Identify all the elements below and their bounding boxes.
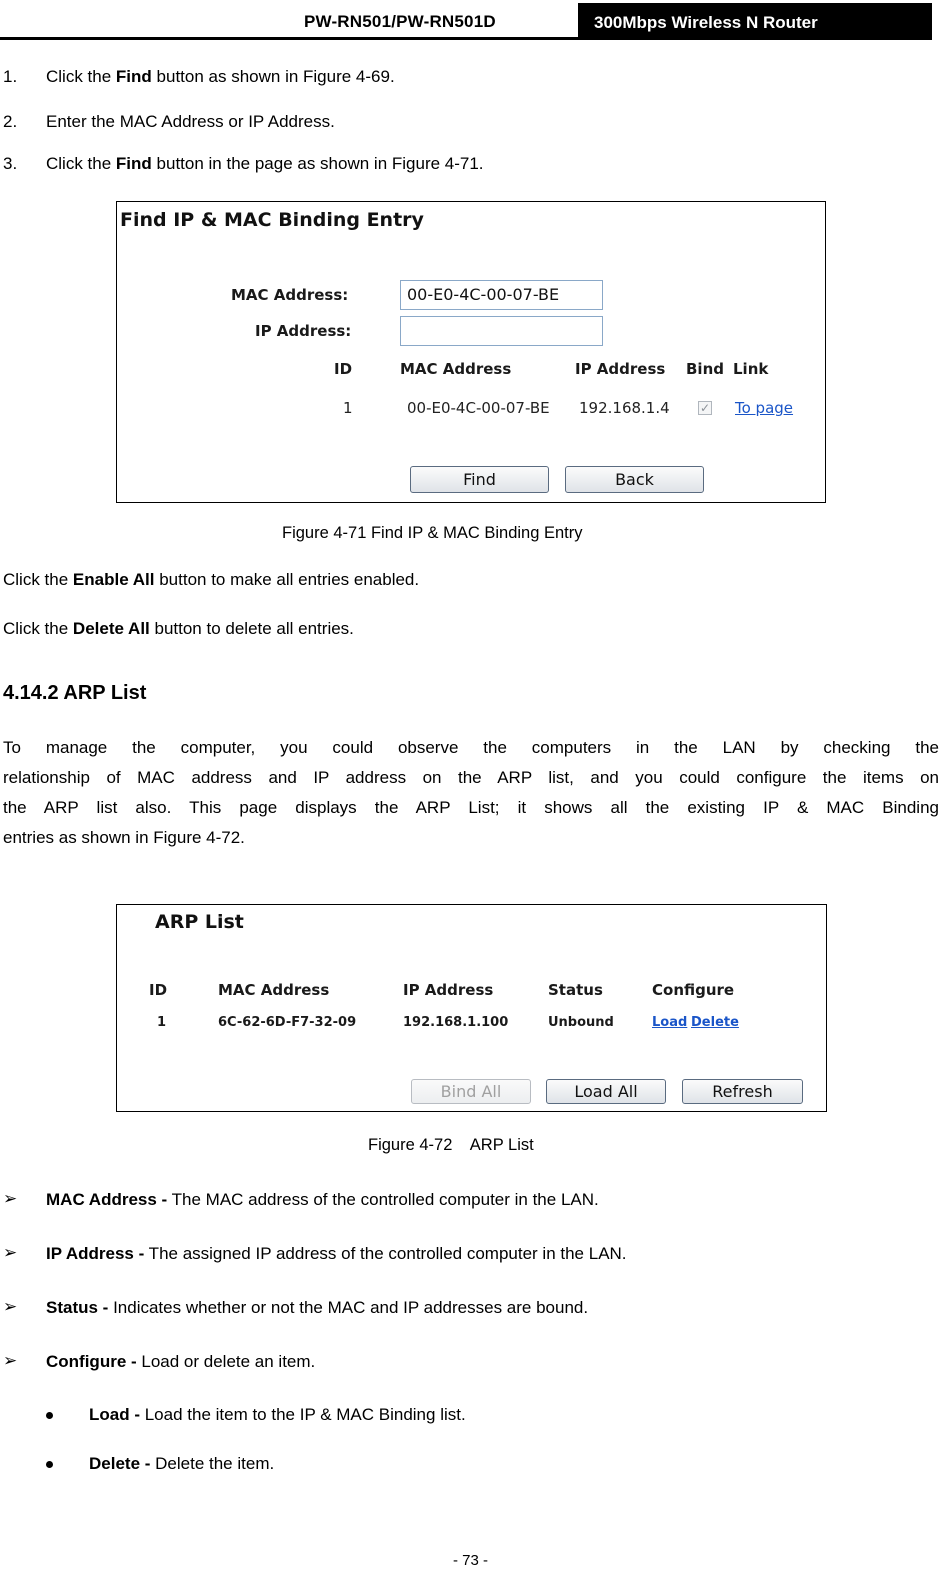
paragraph-line: entries as shown in Figure 4-72. bbox=[3, 828, 245, 847]
mac-address-input[interactable]: 00-E0-4C-00-07-BE bbox=[400, 280, 603, 310]
definition-item: IP Address - The assigned IP address of the controlled computer in the LAN. bbox=[46, 1244, 627, 1263]
bind-checkbox[interactable]: ✓ bbox=[699, 401, 711, 415]
step-2-text: Enter the MAC Address or IP Address. bbox=[46, 112, 335, 131]
arrow-bullet-icon: ➢ bbox=[3, 1243, 18, 1262]
column-header-ip: IP Address bbox=[575, 360, 666, 378]
column-header-mac: MAC Address bbox=[218, 981, 330, 999]
load-all-button[interactable]: Load All bbox=[546, 1079, 666, 1104]
row-mac: 6C-62-6D-F7-32-09 bbox=[218, 1015, 357, 1030]
row-status: Unbound bbox=[548, 1015, 614, 1030]
figure-caption: Figure 4-72 ARP List bbox=[368, 1136, 534, 1154]
dot-bullet-icon bbox=[46, 1412, 53, 1419]
sub-definition-item: Delete - Delete the item. bbox=[89, 1454, 275, 1473]
sub-definition-item: Load - Load the item to the IP & MAC Binding list. bbox=[89, 1405, 466, 1424]
column-header-status: Status bbox=[548, 981, 603, 999]
bind-all-button[interactable]: Bind All bbox=[411, 1079, 531, 1104]
dot-bullet-icon bbox=[46, 1461, 53, 1468]
figure-find-binding-entry bbox=[116, 201, 826, 503]
paragraph-line: To manage the computer, you could observe the computers in the LAN by checking the bbox=[3, 738, 939, 757]
body-paragraph bbox=[3, 733, 939, 853]
arrow-bullet-icon: ➢ bbox=[3, 1297, 18, 1316]
step-number: 1. bbox=[3, 67, 18, 86]
column-header-bind: Bind bbox=[686, 360, 724, 378]
column-header-id: ID bbox=[149, 981, 168, 999]
definition-item: Status - Indicates whether or not the MAC and IP addresses are bound. bbox=[46, 1298, 589, 1317]
paragraph-line: relationship of MAC address and IP address on the ARP list, and you could configure the items on bbox=[3, 768, 939, 787]
step-3-text: Click the Find button in the page as shown in Figure 4-71. bbox=[46, 154, 484, 173]
refresh-button[interactable]: Refresh bbox=[682, 1079, 803, 1104]
figure-title: Find IP & MAC Binding Entry bbox=[120, 209, 424, 231]
row-ip: 192.168.1.4 bbox=[579, 399, 670, 417]
row-mac: 00-E0-4C-00-07-BE bbox=[407, 399, 550, 417]
column-header-configure: Configure bbox=[652, 981, 735, 999]
header-model: PW-RN501/PW-RN501D bbox=[304, 12, 496, 31]
find-button[interactable]: Find bbox=[410, 466, 549, 493]
step-number: 3. bbox=[3, 154, 18, 173]
load-link[interactable]: Load bbox=[652, 1015, 688, 1030]
header-rule bbox=[0, 37, 932, 40]
back-button[interactable]: Back bbox=[565, 466, 704, 493]
definition-item: Configure - Load or delete an item. bbox=[46, 1352, 316, 1371]
paragraph-line: the ARP list also. This page displays the ARP List; it shows all the existing IP & MAC Binding bbox=[3, 798, 939, 817]
column-header-ip: IP Address bbox=[403, 981, 494, 999]
delete-all-text: Click the Delete All button to delete all entries. bbox=[3, 619, 354, 638]
delete-link[interactable]: Delete bbox=[691, 1015, 739, 1030]
page-number: - 73 - bbox=[452, 1552, 488, 1569]
mac-address-label: MAC Address: bbox=[231, 286, 349, 304]
enable-all-text: Click the Enable All button to make all entries enabled. bbox=[3, 570, 420, 589]
figure-caption: Figure 4-71 Find IP & MAC Binding Entry bbox=[282, 524, 583, 542]
ip-address-input[interactable] bbox=[400, 316, 603, 346]
row-id: 1 bbox=[343, 399, 353, 417]
header-product: 300Mbps Wireless N Router bbox=[578, 3, 932, 40]
figure-title: ARP List bbox=[155, 911, 244, 933]
arrow-bullet-icon: ➢ bbox=[3, 1351, 18, 1370]
column-header-link: Link bbox=[733, 360, 769, 378]
ip-address-label: IP Address: bbox=[255, 322, 352, 340]
column-header-id: ID bbox=[334, 360, 353, 378]
row-ip: 192.168.1.100 bbox=[403, 1015, 509, 1030]
section-heading: 4.14.2 ARP List bbox=[3, 682, 147, 704]
step-1-text: Click the Find button as shown in Figure 4-69. bbox=[46, 67, 395, 86]
figure-arp-list bbox=[116, 904, 827, 1112]
to-page-link[interactable]: To page bbox=[735, 399, 794, 417]
step-number: 2. bbox=[3, 112, 18, 131]
row-id: 1 bbox=[157, 1015, 167, 1030]
definition-item: MAC Address - The MAC address of the controlled computer in the LAN. bbox=[46, 1190, 599, 1209]
arrow-bullet-icon: ➢ bbox=[3, 1189, 18, 1208]
column-header-mac: MAC Address bbox=[400, 360, 512, 378]
